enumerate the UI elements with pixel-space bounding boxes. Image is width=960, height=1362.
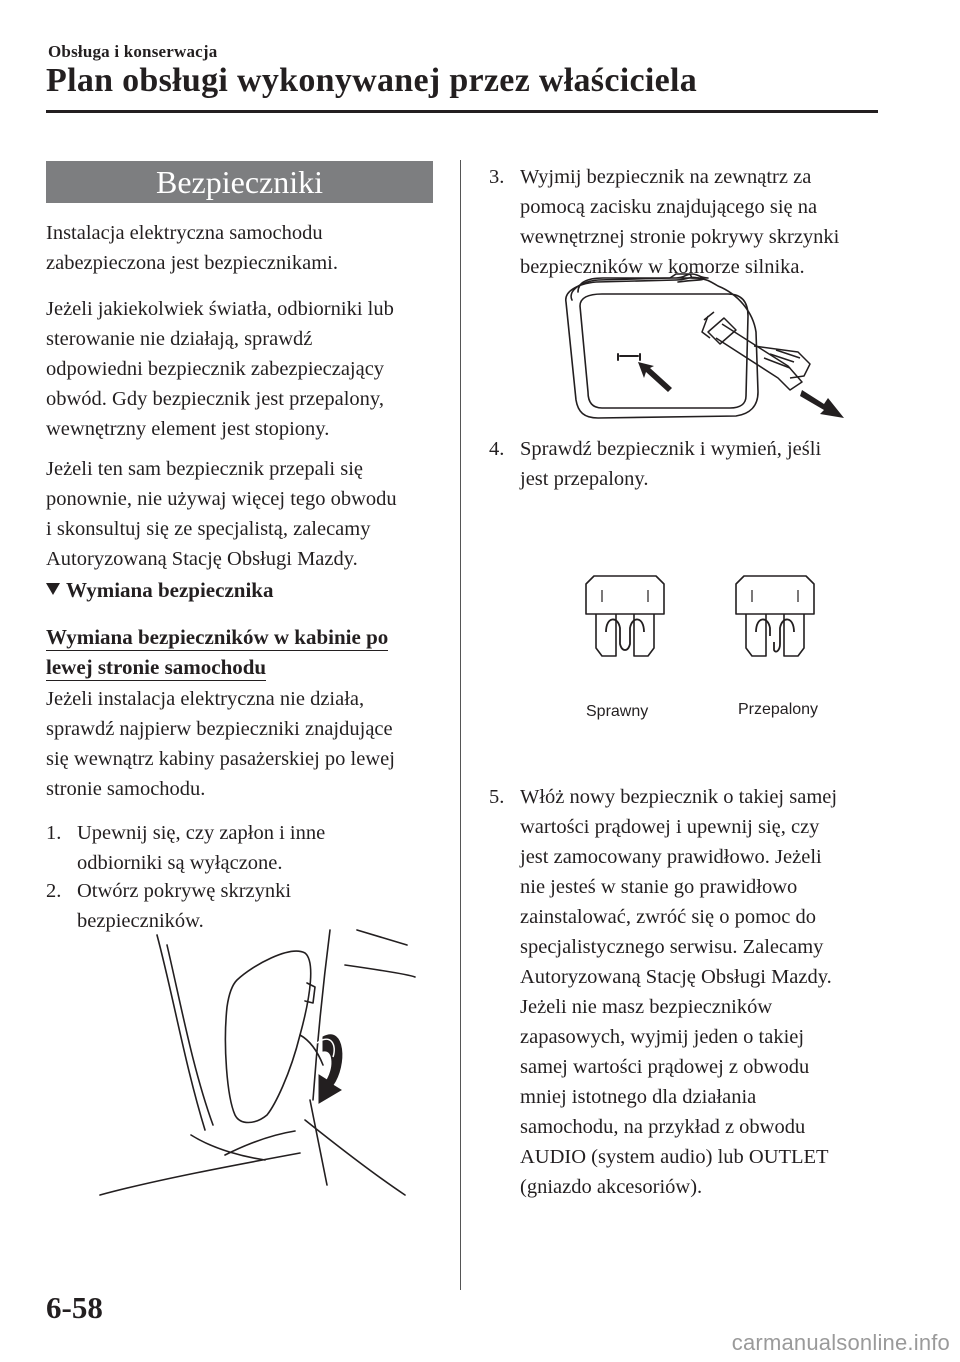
cabin-paragraph: Jeżeli instalacja elektryczna nie działa, sprawdź najpierw bezpieczniki znajdujące się wewnątrz kabiny pasażerskiej po lewej stronie samochodu. (46, 688, 395, 800)
step-2: 2. Otwórz pokrywę skrzynki bezpieczników. (46, 880, 292, 932)
fuse-comparison-illustration (580, 572, 830, 682)
page-number: 6-58 (46, 1290, 103, 1325)
intro-paragraph: Instalacja elektryczna samochodu zabezpieczona jest bezpiecznikami. (46, 222, 338, 274)
triangle-down-icon (46, 583, 60, 595)
page-title: Plan obsługi wykonywanej przez właściciela (46, 62, 698, 99)
fuse-puller-illustration (558, 272, 848, 432)
step-1: 1. Upewnij się, czy zapłon i inne odbiorniki są wyłączone. (46, 822, 326, 874)
section-banner: Bezpieczniki (46, 161, 433, 203)
step-4: 4. Sprawdź bezpiecznik i wymień, jeśli jest przepalony. (489, 438, 822, 490)
subheading: Wymiana bezpiecznika (46, 578, 273, 603)
watermark[interactable]: carmanualsonline.info (731, 1330, 950, 1355)
fuse-label-blown: Przepalony (738, 701, 819, 718)
section-label: Obsługa i konserwacja (48, 42, 218, 61)
fuse-label-good: Sprawny (586, 703, 649, 720)
check-paragraph: Jeżeli jakiekolwiek światła, odbiorniki lub sterowanie nie działają, sprawdź odpowiedni bezpiecznik zabezpieczający obwód. Gdy bezpiecznik jest przepalony, wewnętrzny element jest stopiony. (46, 298, 394, 440)
underlined-heading: Wymiana bezpieczników w kabinie po lewej stronie samochodu (46, 625, 389, 679)
cabin-fuse-cover-illustration (95, 925, 440, 1210)
title-rule (46, 110, 878, 113)
repeat-paragraph: Jeżeli ten sam bezpiecznik przepali się ponownie, nie używaj więcej tego obwodu i skonsultuj się ze specjalistą, zalecamy Autoryzowaną Stację Obsługi Mazdy. (46, 458, 397, 570)
step-3: 3. Wyjmij bezpiecznik na zewnątrz za pomocą zacisku znajdującego się na wewnętrznej stronie pokrywy skrzynki bezpieczników w komorze silnika. (489, 166, 840, 278)
column-divider (460, 160, 461, 1290)
step-5: 5. Włóż nowy bezpiecznik o takiej samej wartości prądowej i upewnij się, czy jest zamocowany prawidłowo. Jeżeli nie jesteś w stanie go prawidłowo zainstalować, zwróć się o pomoc do specjalistycznego serwisu. Zalecamy Autoryzowaną Stację Obsługi Mazdy. Jeżeli nie masz bezpieczników zapasowych, wyjmij jeden o takiej samej wartości prądowej z obwodu mniej istotnego dla działania samochodu, na przykład z obwodu AUDIO (system audio) lub OUTLET (gniazdo akcesoriów). (489, 786, 838, 1198)
